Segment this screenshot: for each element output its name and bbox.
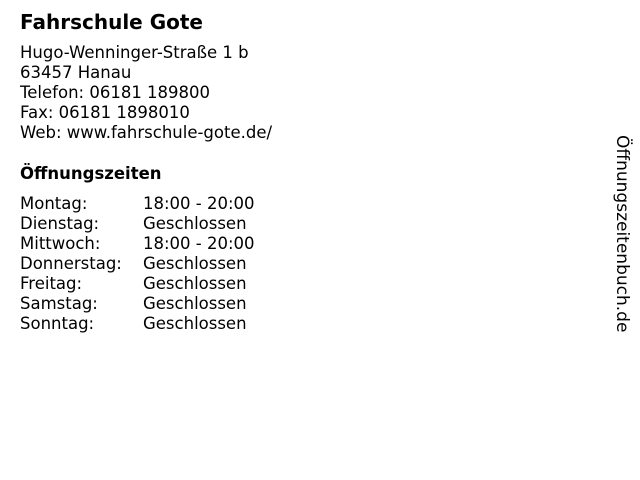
hours-day: Sonntag: [20,314,95,333]
contact-block [20,43,272,143]
hours-row-thursday [20,254,255,274]
hours-row-monday [20,194,255,214]
hours-row-saturday [20,294,255,314]
fax-number: Fax: 06181 1898010 [20,103,190,122]
phone-number: Telefon: 06181 189800 [20,83,211,102]
hours-row-wednesday [20,234,255,254]
hours-time: 18:00 - 20:00 [143,194,255,213]
hours-time: Geschlossen [143,274,247,293]
hours-row-sunday [20,314,255,334]
hours-day: Dienstag: [20,214,100,233]
hours-time: Geschlossen [143,294,247,313]
hours-time: Geschlossen [143,314,247,333]
street-address: Hugo-Wenninger-Straße 1 b [20,43,249,62]
opening-hours-table [20,194,255,334]
hours-day: Freitag: [20,274,83,293]
site-watermark: Öffnungszeitenbuch.de [612,135,632,333]
hours-day: Samstag: [20,294,98,313]
hours-time: Geschlossen [143,214,247,233]
hours-day: Montag: [20,194,88,213]
city-postal: 63457 Hanau [20,63,132,82]
hours-time: Geschlossen [143,254,247,273]
hours-row-tuesday [20,214,255,234]
opening-hours-heading: Öffnungszeiten [20,164,162,183]
hours-day: Mittwoch: [20,234,101,253]
hours-day: Donnerstag: [20,254,122,273]
website-line: Web: www.fahrschule-gote.de/ [20,123,273,142]
hours-time: 18:00 - 20:00 [143,234,255,253]
hours-row-friday [20,274,255,294]
business-name: Fahrschule Gote [20,10,203,34]
